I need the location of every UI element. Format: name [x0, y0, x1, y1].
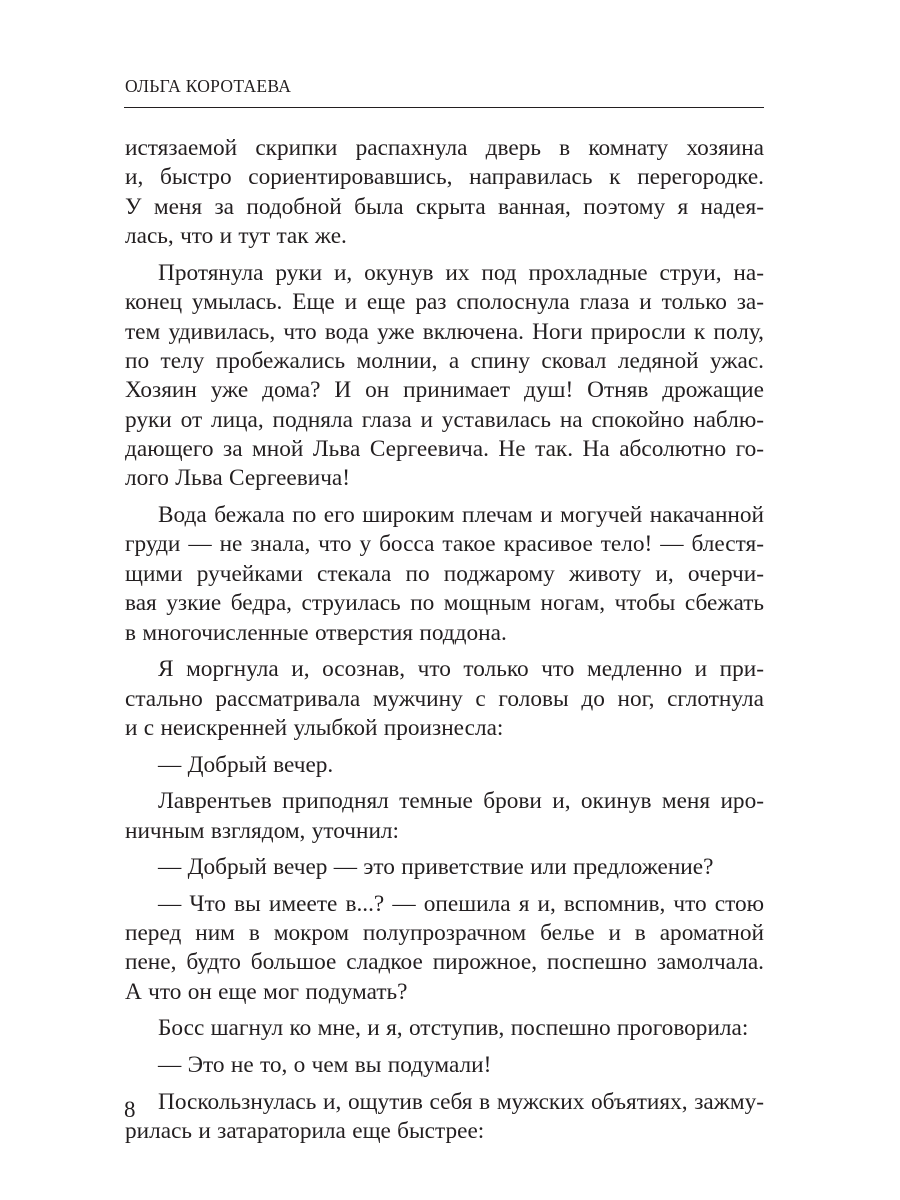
body-text	[125, 134, 764, 1146]
text-line: по телу пробежались молнии, а спину сковал ледяной ужас.	[125, 347, 764, 374]
text-line: — Что вы имеете в...? — опешила я и, вспомнив, что стою	[158, 890, 764, 917]
text-line: А что он еще мог подумать?	[125, 978, 408, 1005]
text-line: Поскользнулась и, ощутив себя в мужских объятиях, зажму-	[158, 1088, 764, 1115]
text-line: конец умылась. Еще и еще раз сполоснула глаза и только за-	[125, 289, 764, 316]
text-line: — Добрый вечер — это приветствие или предложение?	[158, 854, 714, 881]
text-line: вая узкие бедра, струилась по мощным ногам, чтобы сбежать	[125, 590, 764, 617]
text-line: перед ним в мокром полупрозрачном белье и в ароматной	[125, 920, 764, 947]
text-line: в многочисленные отверстия поддона.	[125, 619, 507, 646]
text-line: Протянула руки и, окунув их под прохладные струи, на-	[158, 259, 764, 286]
running-header-author: ОЛЬГА КОРОТАЕВА	[125, 76, 292, 96]
text-line: истязаемой скрипки распахнула дверь в комнату хозяина	[125, 135, 764, 161]
text-line: руки от лица, подняла глаза и уставилась на спокойно наблю-	[125, 406, 764, 433]
text-line: тем удивилась, что вода уже включена. Ноги приросли к полу,	[125, 318, 764, 345]
page-number: 8	[124, 1097, 136, 1122]
text-line: пене, будто большое сладкое пирожное, поспешно замолчала.	[125, 949, 764, 976]
text-line: Босс шагнул ко мне, и я, отступив, поспешно проговорила:	[158, 1015, 749, 1042]
text-line: и с неискренней улыбкой произнесла:	[125, 714, 504, 741]
text-line: лого Льва Сергеевича!	[125, 465, 351, 492]
text-line: и, быстро сориентировавшись, направилась к перегородке.	[125, 164, 764, 191]
text-line: — Добрый вечер.	[158, 751, 334, 778]
text-line: рилась и затараторила еще быстрее:	[125, 1117, 485, 1144]
text-line: стально рассматривала мужчину с головы до ног, сглотнула	[125, 685, 764, 712]
text-line: Лаврентьев приподнял темные брови и, окинув меня иро-	[158, 788, 764, 815]
text-line: У меня за подобной была скрыта ванная, поэтому я надея-	[125, 193, 764, 220]
text-line: груди — не знала, что у босса такое красивое тело! — блестя-	[125, 531, 764, 558]
text-line: щими ручейками стекала по поджарому животу и, очерчи-	[125, 560, 764, 587]
text-line: Я моргнула и, осознав, что только что медленно и при-	[158, 656, 764, 683]
header-rule	[124, 107, 764, 108]
text-line: лась, что и тут так же.	[125, 223, 347, 250]
text-line: Вода бежала по его широким плечам и могучей накачанной	[158, 502, 764, 529]
text-line: — Это не то, о чем вы подумали!	[158, 1052, 492, 1079]
text-line: дающего за мной Льва Сергеевича. Не так. На абсолютно го-	[125, 436, 764, 463]
text-line: ничным взглядом, уточнил:	[125, 817, 400, 844]
text-line: Хозяин уже дома? И он принимает душ! Отняв дрожащие	[125, 377, 764, 404]
